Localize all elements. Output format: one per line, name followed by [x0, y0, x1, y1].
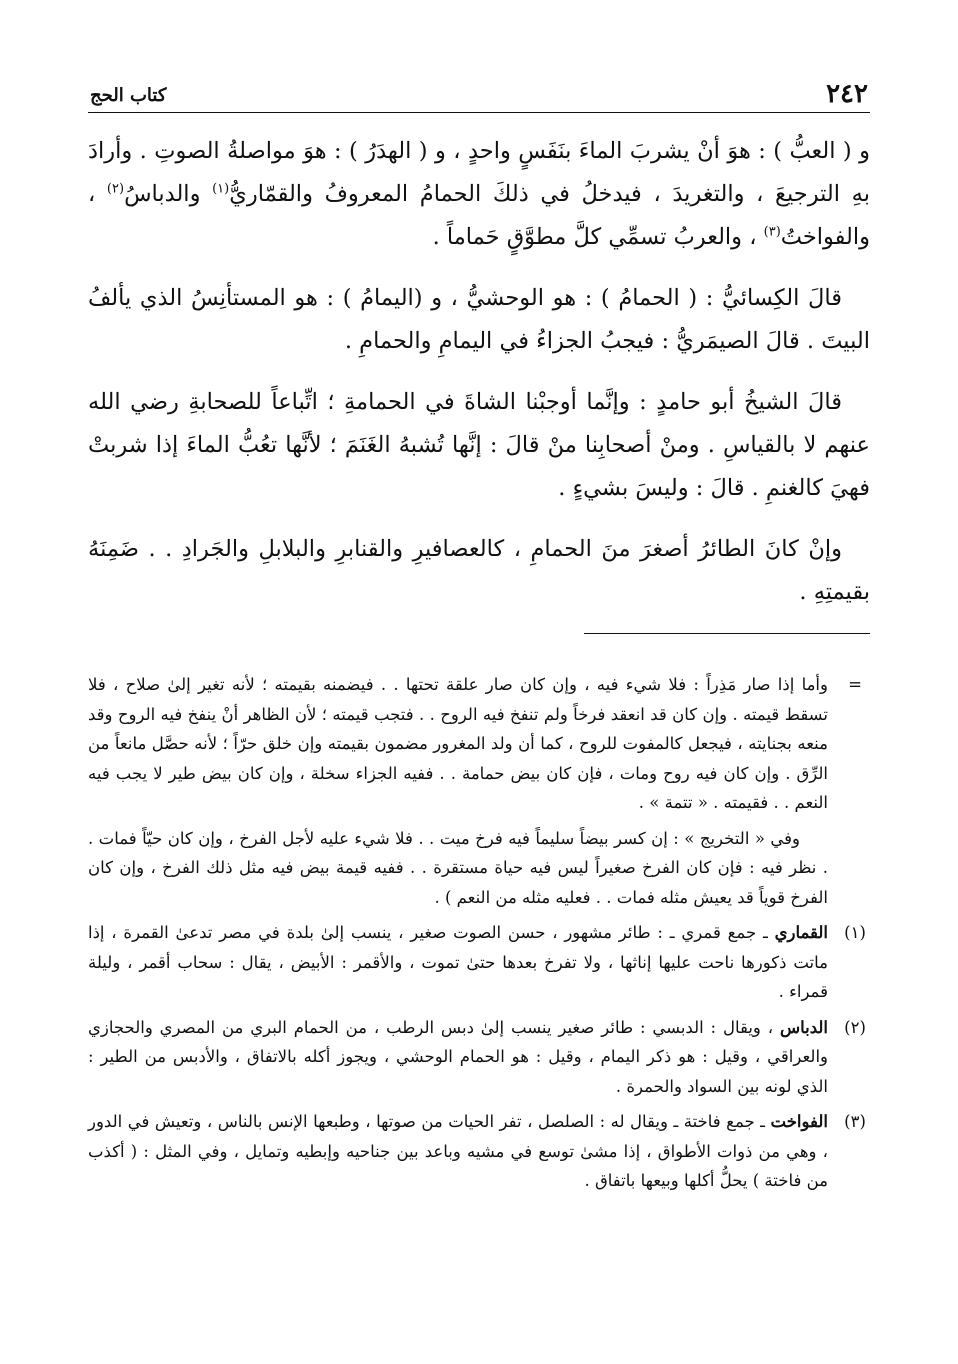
footnote-1-text: ـ جمع قمري ـ : طائر مشهور ، حسن الصوت صغير ، ينسب إلىٰ بلدة في مصر تدعىٰ القمرة ، إذا ماتت ذكورها ناحت عليها إناثها ، ولا تفرخ بعدها حتىٰ تموت ، والأقمر : الأبيض ، يقال : سحاب أقمر ، وليلة قمراء . [88, 923, 828, 1001]
footnote-2 [88, 1013, 870, 1102]
footnote-3-term: الفواخت [770, 1112, 828, 1131]
footnote-ref-3[interactable]: (٣) [763, 224, 781, 240]
paragraph-1 [88, 130, 870, 259]
footnote-continuation [88, 670, 870, 818]
footnote-continuation-2: وفي « التخريج » : إن كسر بيضاً سليماً فيه فرخ ميت . . فلا شيء عليه لأجل الفرخ ، وإن كان حيّاً فمات . . نظر فيه : فإن كان الفرخ صغيراً ليس فيه حياة مستقرة . . ففيه قيمة بيض فيه مثل ذلك الفرخ ، وإن كان الفرخ قوياً قد يعيش مثله فمات . . فعليه مثله من النعم ) . [88, 828, 828, 907]
footnote-2-term: الدباس [779, 1017, 828, 1037]
paragraph-2: قالَ الكِسائيُّ : ( الحمامُ ) : هو الوحشيُّ ، و (اليمامُ ) : هو المستأنِسُ الذي يألفُ البيتَ . قالَ الصيمَريُّ : فيجبُ الجزاءُ في اليمامِ والحمامِ . [88, 285, 870, 354]
footnote-ref-2[interactable]: (٢) [106, 181, 125, 197]
paragraph-1-text-c: ، والفواختُ [88, 181, 870, 250]
page-header [88, 78, 870, 113]
continuation-text: وأما إذا صار مَذِراً : فلا شيء فيه ، وإن كان صار علقة تحتها . . فيضمنه بقيمته ؛ لأنه تغير إلىٰ صلاح ، فلا تسقط قيمته . وإن كان قد انعقد فرخاً ولم تنفخ فيه الروح . . فتجب قيمته ؛ لأن الظاهر أنْ ينفخ فيه الروح وقد منعه بجنايته ، فيجعل كالمفوت للروح ، كما أن ولد المغرور مضمون بقيمته وإن خلق حرّاً ؛ لأنه حصَّل مانعاً من الرِّق . وإن كان فيه روح ومات ، فإن كان بيض حمامة . . ففيه الجزاء سخلة ، وإن كان بيض طير لا يجب فيه النعم . . فقيمته . « تتمة » . [88, 675, 828, 812]
footnote-2-text: ، ويقال : الدبسي : طائر صغير ينسب إلىٰ دبس الرطب ، من الحمام البري من المصري والحجازي والعراقي ، وقيل : هو ذكر اليمام ، وقيل : هو الحمام الوحشي ، ويجوز أكله بالاتفاق ، والأدبس من الطير : الذي لونه بين السواد والحمرة . [88, 1017, 828, 1096]
paragraph-3: قالَ الشيخُ أبو حامدٍ : وإنَّما أوجبْنا الشاةَ في الحمامةِ ؛ اتِّباعاً للصحابةِ رضي الله عنهم لا بالقياسِ . ومنْ أصحابِنا منْ قالَ : إنَّها تُشبهُ الغَنَمَ ؛ لأنَّها تعُبُّ الماءَ إذا شربتْ فهيَ كالغنمِ . قالَ : وليسَ بشيءٍ . [88, 389, 870, 501]
footnote-3-mark: (٣) [844, 1112, 866, 1131]
footnote-1-term: القماري [774, 923, 828, 942]
footnote-separator [584, 633, 870, 634]
footnote-1 [88, 918, 870, 1007]
footnote-ref-1[interactable]: (١) [212, 181, 230, 197]
main-text [88, 130, 870, 632]
footnote-2-mark: (٢) [844, 1017, 866, 1037]
paragraph-1-text-b: والدباسُ [124, 181, 201, 207]
running-title: كتاب الحج [90, 85, 167, 106]
footnotes [88, 670, 870, 1202]
paragraph-1-text: و ( العبُّ ) : هوَ أنْ يشربَ الماءَ بنَفَسٍ واحدٍ ، و ( الهدَرُ ) : هوَ مواصلةُ الصوتِ . وأرادَ بهِ الترجيعَ ، والتغريدَ ، فيدخلُ في ذلكَ الحمامُ المعروفُ والقمّاريُّ [88, 138, 870, 207]
continuation-mark: = [848, 675, 862, 694]
paragraph-1-text-d: ، والعربُ تسمِّي كلَّ مطوَّقٍ حَماماً . [432, 224, 757, 250]
paragraph-4: وإنْ كانَ الطائرُ أصغرَ منَ الحمامِ ، كالعصافيرِ والقنابرِ والبلابلِ والجَرادِ . . ضَمِنَهُ بقيمتِهِ . [88, 536, 870, 605]
footnote-3 [88, 1107, 870, 1196]
footnote-1-mark: (١) [844, 923, 866, 942]
page-number: ٢٤٢ [826, 79, 868, 109]
footnote-3-text: ـ جمع فاختة ـ ويقال له : الصلصل ، تفر الحيات من صوتها ، وطبعها الإنس بالناس ، وتعيش في الدور ، وهي من ذوات الأطواق ، إذا مشىٰ توسع في مشيه وباعد بين جناحيه وإبطيه وتمايل ، وفي المثل : ( أكذب من فاختة ) يحلُّ أكلها وبيعها باتفاق . [88, 1112, 828, 1190]
